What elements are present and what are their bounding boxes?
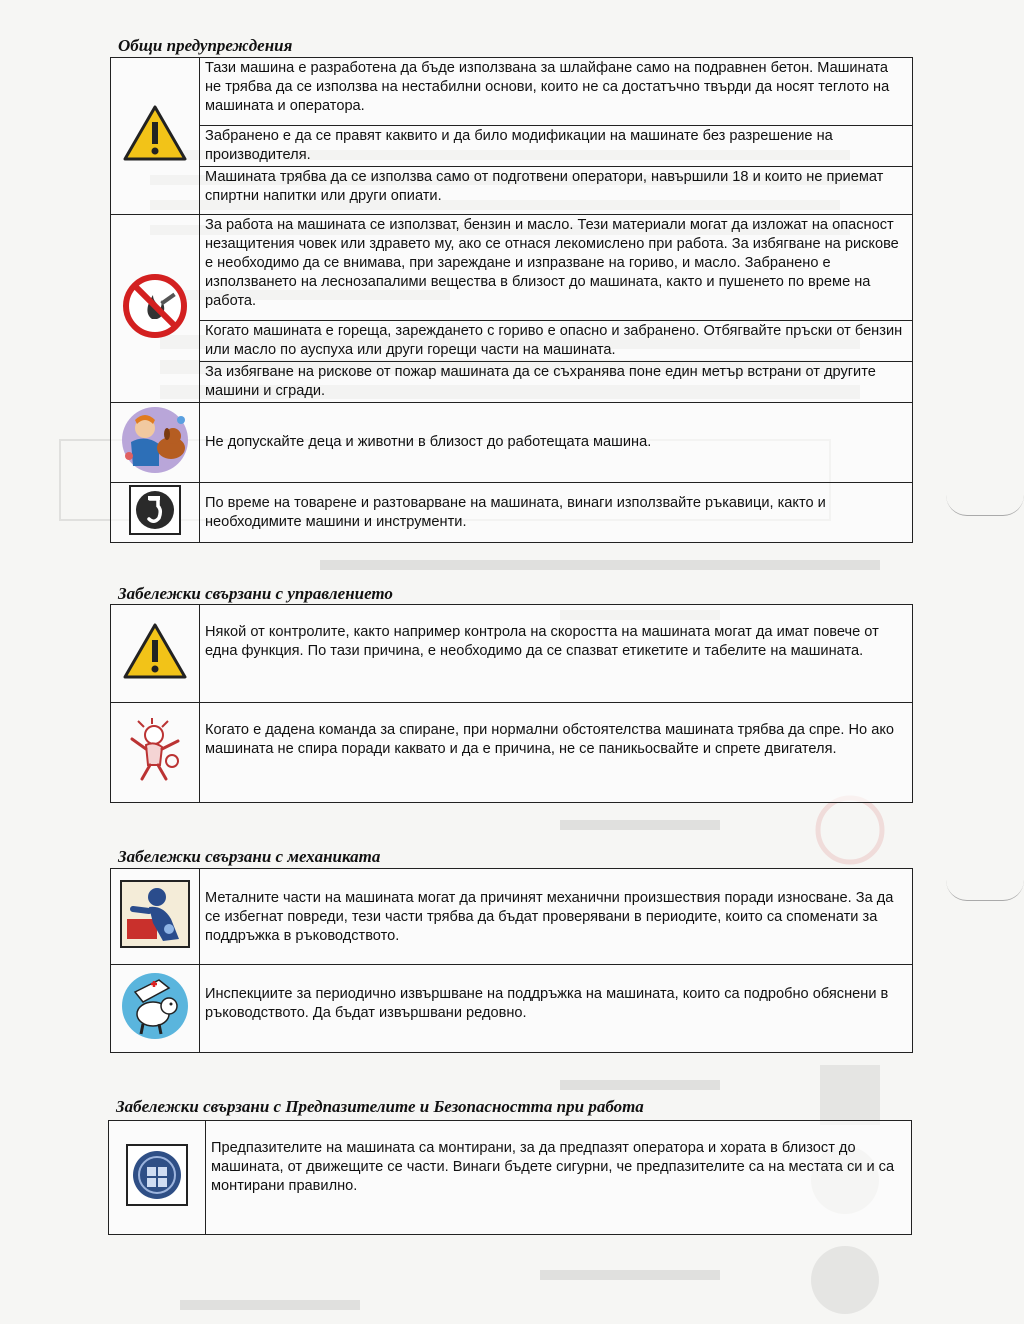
warning-text: Не допускайте деца и животни в близост до работещата машина.: [200, 403, 913, 483]
warning-triangle-icon: [123, 622, 187, 680]
note-text: Когато е дадена команда за спиране, при нормални обстоятелства машината трябва да спре. Но ако машината не спира поради каквато и да е причина, не се паникьосвайте и спрете двигателя.: [200, 703, 913, 803]
note-text: Инспекциите за периодично извършване на поддръжка на машината, които са подробно обяснени в ръководството. Да бъдат извършвани редовно.: [200, 965, 913, 1053]
note-text: Металните части на машината могат да причинят механични произшествия поради износване. За да се избегнат повреди, тези части трябва да бъдат проверявани в периодите, които са споменати за поддръжка в ръководството.: [200, 869, 913, 965]
icon-cell: [111, 965, 200, 1053]
mechanic-icon: [119, 879, 191, 949]
gloves-icon: [128, 484, 182, 536]
icon-cell: [111, 869, 200, 965]
warning-text: По време на товарене и разтоварване на машината, винаги използвайте ръкавици, както и необходимите машини и инструменти.: [200, 483, 913, 543]
child-and-dog-icon: [115, 404, 195, 476]
warning-text: Забранено е да се правят каквито и да било модификации на машинате без разрешение на производителя.: [200, 126, 913, 167]
icon-cell: [111, 605, 200, 703]
panicking-person-icon: [122, 717, 188, 783]
note-text: Предпазителите на машината са монтирани, за да предпазят оператора и хората в близост до машината, от движещите се части. Винаги бъдете сигурни, че предпазителите са на местата си и са монтирани правилно.: [206, 1121, 912, 1235]
icon-cell: [111, 215, 200, 403]
warning-text: Машината трябва да се използва само от подготвени оператори, навършили 18 и които не приемат спиртни напитки или други опиати.: [200, 167, 913, 215]
section-heading: Забележки свързани с Предпазителите и Безопасността при работа: [116, 1097, 644, 1116]
icon-cell: [111, 58, 200, 215]
warning-text: За избягване на рискове от пожар машината да се съхранява поне един метър встрани от другите машини и сгради.: [200, 362, 913, 403]
control-notes-table: [110, 604, 913, 803]
section-heading: Забележки свързани с механиката: [118, 847, 381, 866]
guard-icon: [125, 1143, 189, 1207]
warning-text: Когато машината е гореща, зареждането с гориво е опасно и забранено. Отбягвайте пръски от бензин или масло по ауспуха или други горещи части на машината.: [200, 321, 913, 362]
section-heading: Общи предупреждения: [118, 36, 293, 55]
punch-hole-mark: [946, 495, 1024, 516]
warning-triangle-icon: [123, 104, 187, 162]
warning-text: Тази машина е разработена да бъде използвана за шлайфане само на подравнен бетон. Машината не трябва да се използва на нестабилни основи, които не са достатъчно твърди да носят теглото на машината и оператора.: [200, 58, 913, 126]
icon-cell: [111, 483, 200, 543]
icon-cell: [111, 703, 200, 803]
punch-hole-mark: [946, 880, 1024, 901]
icon-cell: [111, 403, 200, 483]
section-heading: Забележки свързани с управлението: [118, 584, 393, 603]
icon-cell: [109, 1121, 206, 1235]
mechanics-notes-table: [110, 868, 913, 1053]
warning-text: За работа на машината се използват, бензин и масло. Тези материали могат да изложат на опасност незащитения човек или здравето му, ако се отнася лекомислено при работа. За избягване на рискове е необходимо да се внимава, при зареждане и изпразване на гориво, и масло. Забранено е използването на леснозапалими вещества в близост до машината, както и пушенето по време на работа.: [200, 215, 913, 321]
nurse-dog-icon: [119, 970, 191, 1042]
warnings-table: [110, 57, 913, 543]
note-text: Някой от контролите, както например контрола на скоростта на машината могат да имат повече от една функция. По тази причина, е необходимо да се спазват етикетите и табелите на машината.: [200, 605, 913, 703]
guards-notes-table: [108, 1120, 912, 1235]
no-fire-icon: [122, 273, 188, 339]
